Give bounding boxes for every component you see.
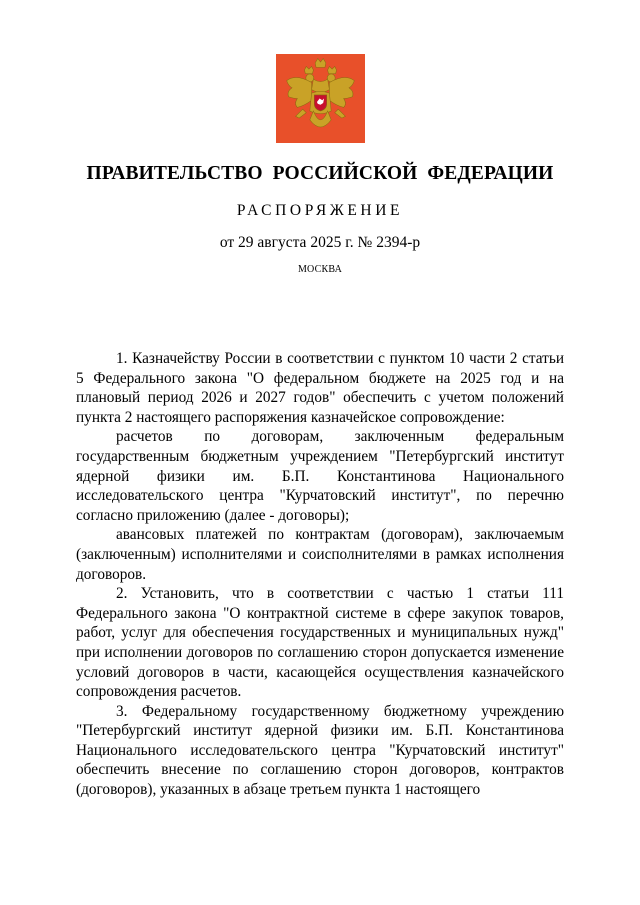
government-title: ПРАВИТЕЛЬСТВО РОССИЙСКОЙ ФЕДЕРАЦИИ	[86, 163, 554, 184]
paragraph: 3. Федеральному государственному бюджетному учреждению "Петербургский институт ядерной физики им. Б.П. Константинова Национального исследовательского центра "Курчатовский институт" обеспечить внесение по соглашению сторон договоров, контрактов (договоров), указанных в абзаце третьем пункта 1 настоящего	[76, 702, 564, 799]
document-city: МОСКВА	[297, 264, 343, 275]
russian-coat-of-arms-icon	[276, 54, 365, 143]
paragraph: 1. Казначейству России в соответствии с пунктом 10 части 2 статьи 5 Федерального закона "О федеральном бюджете на 2025 год и на плановый период 2026 и 2027 годов" обеспечить с учетом положений пункта 2 настоящего распоряжения казначейское сопровождение:	[76, 350, 564, 426]
document-type: РАСПОРЯЖЕНИЕ	[236, 202, 404, 219]
document-date-number: от 29 августа 2025 г. № 2394-р	[219, 234, 421, 251]
paragraph: расчетов по договорам, заключенным федеральным государственным бюджетным учреждением "Петербургский институт ядерной физики им. Б.П. Константинова Национального исследовательского центра "Курчатовский институт", по перечню согласно приложению (далее - договоры);	[76, 428, 564, 524]
paragraph: авансовых платежей по контрактам (договорам), заключаемым (заключенным) исполнителями и соисполнителями в рамках исполнения договоров.	[76, 526, 564, 583]
document-body	[76, 349, 564, 800]
paragraph: 2. Установить, что в соответствии с частью 1 статьи 111 Федерального закона "О контрактной системе в сфере закупок товаров, работ, услуг для обеспечения государственных и муниципальных нужд" при исполнении договоров по соглашению сторон допускается изменение условий договоров в части, касающейся осуществления казначейского сопровождения расчетов.	[76, 585, 564, 701]
